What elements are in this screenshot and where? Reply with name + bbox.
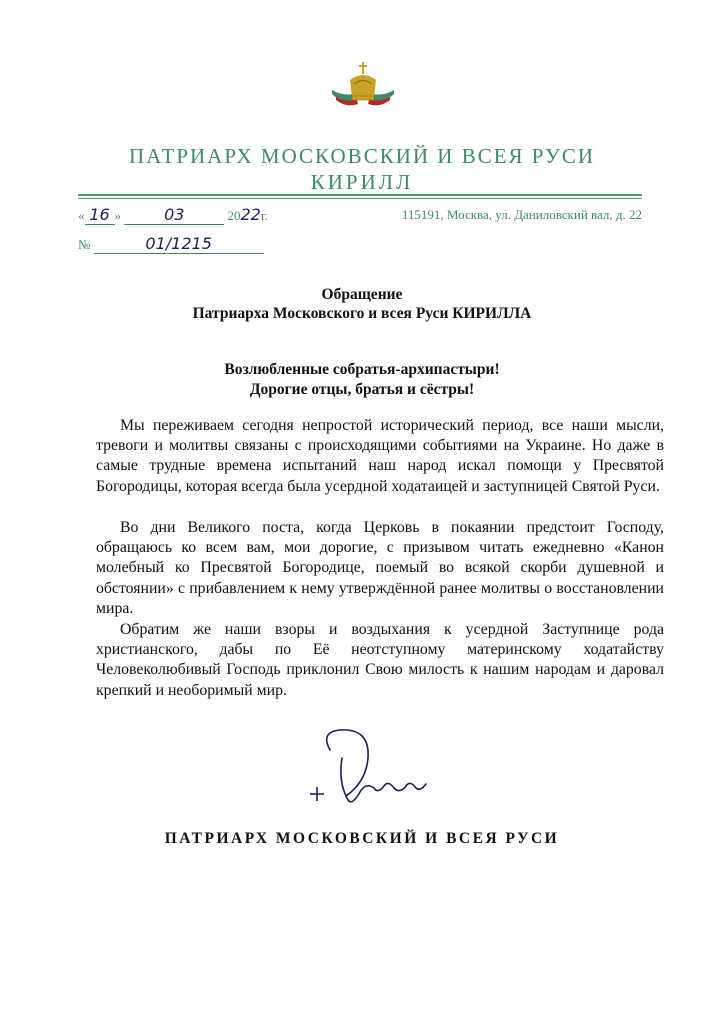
letterhead-rule-thin [78,198,642,199]
heading-title: Обращение [321,286,403,303]
patriarch-crown-emblem-icon [330,60,396,112]
date-day: 16 [89,205,110,224]
address: 115191, Москва, ул. Даниловский вал, д. 22 [401,207,642,222]
paragraph-text: Обратим же наши взоры и воздыхания к усердной Заступнице рода христианского, дабы по Её неотступному материнскому ходатайству Человеколюбивый Господь приклонил Свою милость к нашим народам и даровал крепкий и необоримый мир. [96,621,664,699]
footer-title: ПАТРИАРХ МОСКОВСКИЙ И ВСЕЯ РУСИ [164,830,560,847]
paragraph-text: Во дни Великого поста, когда Церковь в покаянии предстоит Господу, обращаюсь ко всем вам, мои дорогие, с призывом читать ежедневно «Канон молебный ко Пресвятой Богородице, поемый во всякой скорби душевной и обстоянии» с прибавлением к нему утверждённой ранее молитвы о восстановлении мира. [96,519,664,617]
date-day-field [85,205,115,225]
letterhead-name: КИРИЛЛ [310,170,414,194]
date-close-quote: » [114,208,121,223]
heading-subtitle: Патриарха Московского и всея Руси КИРИЛЛА [192,305,532,322]
number-value: 01/1215 [145,234,212,253]
body-paragraph-3 [96,620,664,701]
number-label: № [78,237,91,252]
body-paragraph-2 [96,518,664,619]
letterhead-title: ПАТРИАРХ МОСКОВСКИЙ И ВСЕЯ РУСИ [129,144,595,168]
date-year-suffix: г. [260,208,268,223]
body-paragraph-1 [96,416,664,497]
number-row [78,234,318,256]
date-year-prefix: 20 [227,208,241,223]
number-field [94,234,264,254]
letterhead-rule [78,194,642,196]
date-year-handwritten: 22 [240,205,261,224]
handwritten-signature [290,722,440,812]
date-row [78,205,642,227]
salutation-line-2: Дорогие отцы, братья и сёстры! [249,381,475,398]
paragraph-text: Мы переживаем сегодня непростой исторический период, все наши мысли, тревоги и молитвы связаны с происходящими событиями на Украине. Но даже в самые трудные времена испытаний наш народ искал помощи у Пресвятой Богородицы, которая всегда была усердной ходатаицей и заступницей Святой Руси. [96,417,664,495]
date-open-quote: « [78,208,85,223]
salutation-line-1: Возлюбленные собратья-архипастыри! [224,361,500,378]
date-month-field [124,205,224,225]
date-month: 03 [164,205,185,224]
